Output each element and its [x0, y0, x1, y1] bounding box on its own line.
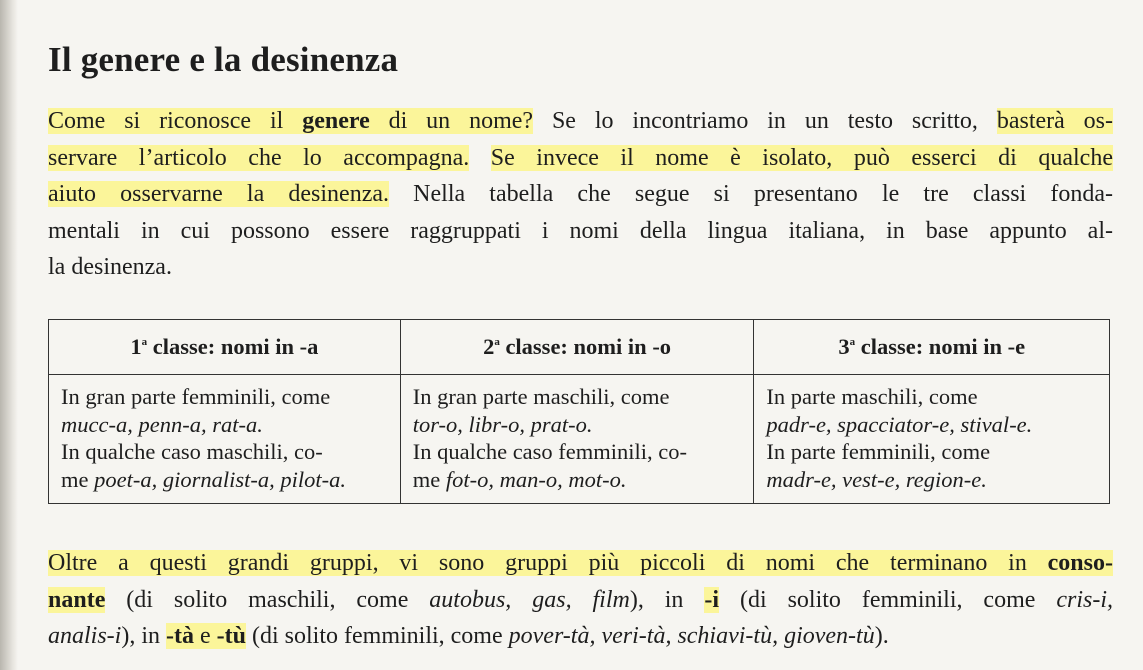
outro-line-2: nante (di solito maschili, come autobus, gas, film), in -i (di solito femminili, come cris-i, — [48, 586, 1113, 613]
book-spine-shadow — [0, 0, 18, 670]
intro-line-1: Come si riconosce il genere di un nome? Se lo incontriamo in un testo scritto, basterà os- — [48, 108, 1114, 134]
example-words: madr-e, vest-e, region-e. — [766, 466, 987, 492]
section-title: Il genere e la desinenza — [48, 40, 399, 79]
example-words: padr-e, spacciator-e, stival-e. — [766, 411, 1033, 437]
cell-class-3: In parte maschili, come padr-e, spacciator-e, stival-e. In parte femminili, come madr-e, vest-e, region-e. — [754, 375, 1110, 504]
noun-classes-table — [48, 319, 1110, 504]
highlight: -tà e -tù — [166, 623, 246, 649]
header-class-3: 3$^a$ classe: nomi in -e — [754, 320, 1110, 375]
header-class-1: 1$^a$ classe: nomi in -a — [49, 320, 401, 375]
highlight: aiuto osservarne la desinenza. — [48, 181, 390, 207]
header-class-2: 2$^a$ classe: nomi in -o — [400, 320, 754, 375]
intro-paragraph — [48, 103, 1113, 286]
highlight: -i — [704, 586, 720, 613]
outro-line-3: analis-i), in -tà e -tù (di solito femminili, come pover-tà, veri-tà, schiavi-tù, gioven-tù). — [48, 623, 889, 649]
highlight: Oltre a questi grandi gruppi, vi sono gruppi più piccoli di nomi che terminano in conso- — [48, 550, 1113, 576]
cell-class-2: In gran parte maschili, come tor-o, libr-o, prat-o. In qualche caso femminili, co- me fot-o, man-o, mot-o. — [400, 375, 754, 504]
example-words: mucc-a, penn-a, rat-a. — [61, 411, 263, 437]
table-header-row — [49, 320, 1110, 375]
intro-line-3: aiuto osservarne la desinenza. Nella tabella che segue si presentano le tre classi fonda- — [48, 181, 1114, 207]
bold-term-genere: genere — [302, 108, 370, 134]
highlight: nante — [48, 586, 106, 613]
highlight: basterà os- — [996, 108, 1114, 134]
bold-term-consonante: conso- — [1047, 550, 1113, 576]
highlight: Se invece il nome è isolato, può esserci di qualche — [490, 144, 1113, 171]
outro-paragraph — [48, 545, 1113, 655]
example-words: fot-o, man-o, mot-o. — [445, 466, 627, 492]
intro-line-4: mentali in cui possono essere raggruppati i nomi della lingua italiana, in base appunto al- — [48, 217, 1113, 244]
intro-line-5: la desinenza. — [48, 254, 172, 280]
example-words: poet-a, giornalist-a, pilot-a. — [94, 466, 346, 492]
table-row — [49, 375, 1110, 504]
example-words: tor-o, libr-o, prat-o. — [412, 411, 593, 437]
highlight: Come si riconosce il genere di un nome? — [48, 108, 534, 134]
highlight: servare l’articolo che lo accompagna. — [48, 144, 470, 171]
intro-line-2 — [48, 140, 1113, 177]
outro-line-1 — [48, 545, 1113, 582]
cell-class-1: In gran parte femminili, come mucc-a, penn-a, rat-a. In qualche caso maschili, co- me poet-a, giornalist-a, pilot-a. — [49, 375, 401, 504]
